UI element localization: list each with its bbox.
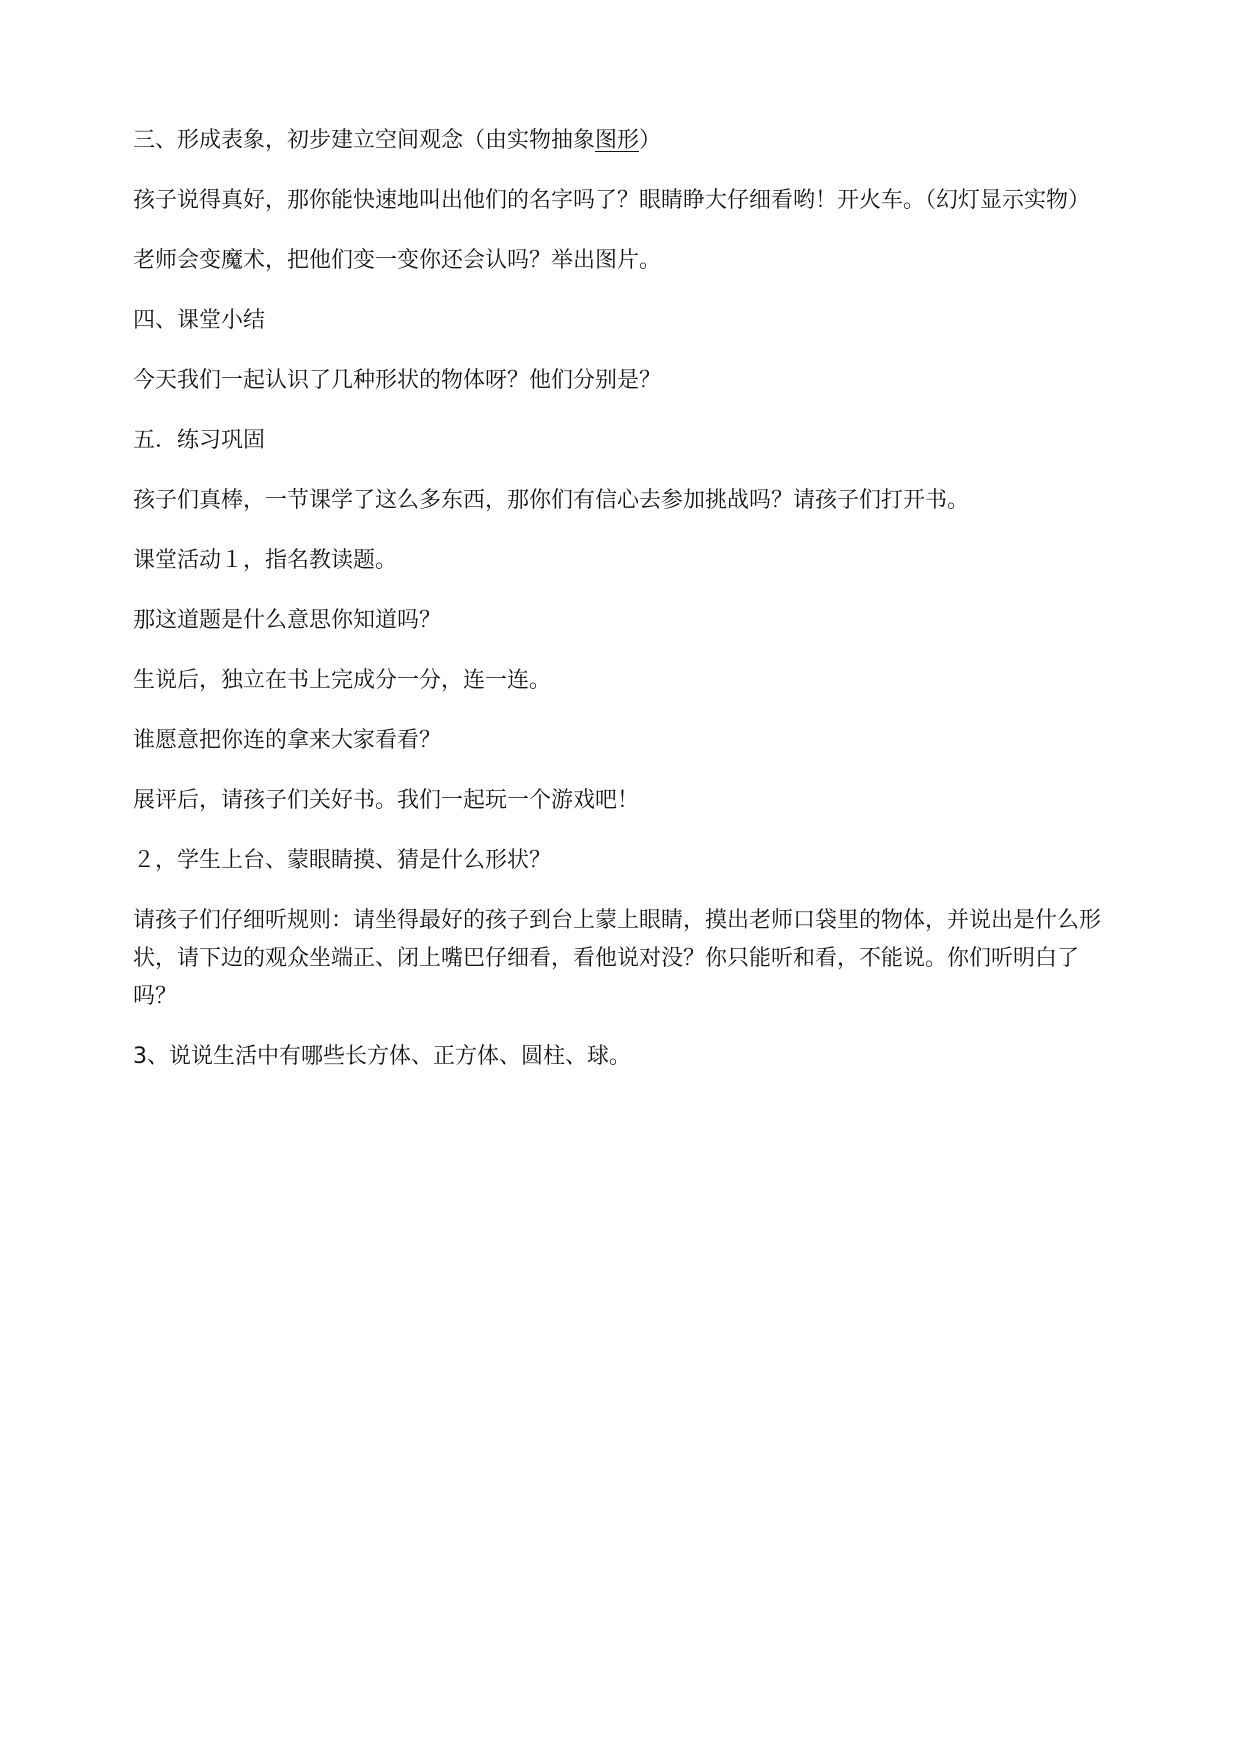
document-body (133, 122, 1108, 1098)
paragraph: 老师会变魔术，把他们变一变你还会认吗？举出图片。 (133, 248, 662, 273)
paragraph: 展评后，请孩子们关好书。我们一起玩一个游戏吧！ (133, 788, 640, 813)
section-heading-3 (133, 122, 1108, 160)
paragraph: 3、说说生活中有哪些长方体、正方体、圆柱、球。 (133, 1044, 631, 1069)
section-heading-3-text: 三、形成表象，初步建立空间观念（由实物抽象 (133, 128, 596, 153)
paragraph: 孩子说得真好，那你能快速地叫出他们的名字吗了？眼睛睁大仔细看哟！开火车。（幻灯显示实物） (133, 188, 1091, 213)
paragraph: 生说后，独立在书上完成分一分，连一连。 (133, 668, 552, 693)
paragraph: 谁愿意把你连的拿来大家看看？ (133, 728, 442, 753)
paragraph: 今天我们一起认识了几种形状的物体呀？他们分别是？ (133, 368, 662, 393)
paragraph: 孩子们真棒，一节课学了这么多东西，那你们有信心去参加挑战吗？请孩子们打开书。 (133, 488, 970, 513)
paragraph: 课堂活动１，指名教读题。 (133, 548, 398, 573)
section-heading-3-suffix: ） (639, 128, 662, 153)
paragraph: 请孩子们仔细听规则：请坐得最好的孩子到台上蒙上眼睛，摸出老师口袋里的物体，并说出是什么形状，请下边的观众坐端正、闭上嘴巴仔细看，看他说对没？你只能听和看，不能说。你们听明白了吗？ (133, 908, 1102, 1009)
paragraph: 那这道题是什么意思你知道吗？ (133, 608, 442, 633)
paragraph: ２，学生上台、蒙眼睛摸、猜是什么形状？ (133, 848, 552, 873)
underlined-term: 图形 (595, 128, 640, 153)
section-heading-4: 四、课堂小结 (133, 308, 266, 333)
section-heading-5: 五．练习巩固 (133, 428, 266, 453)
